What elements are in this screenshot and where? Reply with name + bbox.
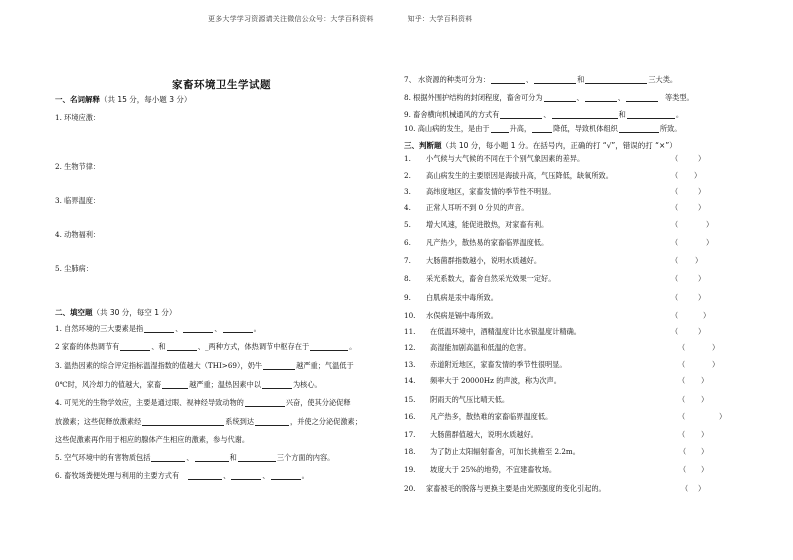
answer-blank[interactable] [245,399,285,407]
item-statement: 在低温环境中，酒精温度计比水银温度计精确。 [430,327,581,336]
answer-blank[interactable] [262,381,292,389]
answer-blank[interactable] [534,76,576,84]
answer-blank[interactable] [195,454,229,462]
answer-bracket-open: （ [678,395,686,404]
answer-bracket-open: （ [671,220,679,229]
term-item-4: 4. 动物福利： [55,230,101,239]
item-number: 8. [404,274,411,283]
item-statement: 家畜被毛的脱落与更换主要是由光照强度的变化引起的。 [426,484,606,493]
answer-blank[interactable] [167,343,197,351]
judgement-item-12 [404,343,531,352]
answer-blank[interactable] [585,76,647,84]
item-number: 4. [404,203,411,212]
judgement-item-3 [404,187,555,196]
item-number: 19. [404,465,416,474]
answer-slot[interactable] [679,311,703,320]
fill-q5: 5. 空气环境中的有害物质包括 、 和 三个方面的内容。 [55,453,335,462]
answer-slot[interactable] [686,412,719,421]
judgement-item-17 [404,430,538,439]
answer-slot[interactable] [689,484,698,493]
term-item-5: 5. 尘肺病： [55,264,93,273]
fill-q4-line2: 放激素；这些促释放激素经 系统到达 ，并使之分泌促激素； [55,417,362,426]
judgement-item-8 [404,274,555,283]
answer-blank[interactable] [626,94,658,102]
answer-blank[interactable] [142,418,224,426]
answer-slot[interactable] [687,447,701,456]
fill-q3-line1: 3. 温热因素的综合评定指标温湿指数的值越大（THI>69），奶牛 越严重；气温低于 [55,361,354,370]
item-number: 13. [404,360,416,369]
judgement-item-14 [404,376,561,385]
answer-blank[interactable] [585,94,617,102]
section2-heading [55,308,176,317]
answer-blank[interactable] [491,76,525,84]
item-number: 9. [404,293,411,302]
item-statement: 高山病发生的主要原因是海拔升高，气压降低，缺氧所致。 [426,171,613,180]
answer-bracket-close: ） [712,343,720,352]
answer-blank[interactable] [552,111,618,119]
judgement-item-20 [404,484,606,493]
answer-bracket-open: （ [671,154,679,163]
answer-bracket-close: ） [701,395,709,404]
item-number: 1. [404,154,411,163]
answer-slot[interactable] [679,203,698,212]
section3-scoring: （共 10 分，每小题 1 分。在括号内，正确的打 “√”，错误的打 “×”） [441,141,677,150]
section2-scoring: （共 30 分，每空 1 分） [92,308,177,317]
item-number: 5. [404,220,411,229]
answer-bracket-open: （ [679,447,687,456]
answer-bracket-open: （ [671,327,679,336]
answer-bracket-open: （ [678,430,686,439]
answer-bracket-open: （ [671,311,679,320]
term-item-1: 1. 环境应激： [55,113,101,122]
section3-title: 三、判断题 [404,141,442,150]
item-number: 17. [404,430,416,439]
answer-bracket-close: ） [701,376,709,385]
answer-bracket-open: （ [678,343,686,352]
term-item-3: 3. 临界温度： [55,196,101,205]
judgement-item-13 [404,360,567,369]
fill-q4-line1: 4. 可见光的生物学效应，主要是通过眼、视神经导致动物的 兴奋，使其分泌促释 [55,398,351,407]
answer-bracket-close: ） [706,238,714,247]
judgement-item-19 [404,465,556,474]
section1-scoring: （共 15 分，每小题 3 分） [100,95,192,104]
item-number: 7. [404,256,411,265]
fill-q6: 6. 畜牧场粪便处理与利用的主要方式有 、 、 。 [55,471,309,480]
answer-blank[interactable] [151,454,185,462]
answer-bracket-close: ） [701,430,709,439]
judgement-item-4 [404,203,529,212]
item-statement: 增大风速，能促进散热，对家畜有利。 [426,220,549,229]
answer-blank[interactable] [231,472,261,480]
fill-q2: 2 家畜的体热调节有 、和 、_两种方式，体热调节中枢存在于 。 [55,342,357,351]
item-number: 6. [404,238,411,247]
judgement-item-9 [404,293,498,302]
term-item-2: 2. 生物节律： [55,162,101,171]
answer-slot[interactable] [679,154,698,163]
answer-slot[interactable] [679,238,706,247]
answer-blank[interactable] [500,111,542,119]
answer-bracket-close: ） [701,447,709,456]
wechat-note: 更多大学学习资源请关注微信公众号：大学百科资料 [208,15,374,23]
answer-blank[interactable] [619,125,659,133]
exam-title: 家畜环境卫生学试题 [172,79,271,91]
fill-q4-line3: 这些促激素再作用于相应的腺体产生相应的激素，参与代谢。 [55,435,250,444]
answer-bracket-close: ） [698,203,706,212]
answer-bracket-close: ） [701,465,709,474]
answer-blank[interactable] [188,472,222,480]
fill-q8: 8. 根据外围护结构的封闭程度，畜舍可分为 、 、 等类型。 [404,93,694,102]
answer-slot[interactable] [686,343,712,352]
item-statement: 频率大于 20000Hz 的声波，称为次声。 [430,376,561,385]
item-statement: 水俣病是镉中毒所致。 [426,311,498,320]
answer-bracket-close: ） [719,412,727,421]
answer-bracket-close: ） [698,274,706,283]
answer-blank[interactable] [271,472,301,480]
item-statement: 为了防止太阳辐射畜舍，可加长挑檐至 2.2m。 [430,447,580,456]
answer-blank[interactable] [627,111,675,119]
answer-bracket-close: ） [703,311,711,320]
section1-title: 一、名词解释 [55,95,100,104]
item-number: 12. [404,343,416,352]
item-statement: 白肌病是汞中毒所致。 [426,293,498,302]
item-statement: 高纬度地区，家畜发情的季节性不明显。 [426,187,556,196]
judgement-item-2 [404,171,613,180]
answer-blank[interactable] [162,381,188,389]
item-number: 2. [404,171,411,180]
section1-heading [55,95,191,104]
item-statement: 凡产热少，散热易的家畜临界温度低。 [426,238,549,247]
answer-slot[interactable] [679,327,698,336]
judgement-item-7 [404,256,541,265]
item-number: 10. [404,311,416,320]
judgement-item-6 [404,238,548,247]
answer-slot[interactable] [679,274,698,283]
answer-bracket-close: ） [698,187,706,196]
answer-bracket-close: ） [698,484,706,493]
answer-slot[interactable] [679,293,698,302]
answer-bracket-open: （ [681,484,689,493]
answer-slot[interactable] [686,430,701,439]
answer-slot[interactable] [679,187,698,196]
judgement-item-1 [404,154,584,163]
item-number: 3. [404,187,411,196]
answer-bracket-close: ） [698,154,706,163]
answer-blank[interactable] [238,454,276,462]
answer-bracket-close: ） [698,293,706,302]
item-number: 11. [404,327,416,336]
answer-bracket-close: ） [695,256,703,265]
answer-bracket-open: （ [671,171,679,180]
item-statement: 坡度大于 25%的地势，不宜建畜牧场。 [430,465,557,474]
item-number: 14. [404,376,416,385]
item-statement: 赤道附近地区，家畜发情的季节性很明显。 [430,360,567,369]
answer-bracket-open: （ [678,412,686,421]
answer-bracket-open: （ [671,274,679,283]
fill-q3-line2: 0℃时，风冷却力的值越大，家畜 越严重；温热因素中以 为核心。 [55,380,322,389]
answer-bracket-open: （ [671,203,679,212]
answer-blank[interactable] [263,362,295,370]
item-statement: 小气候与大气候的不同在于个别气象因素的差异。 [426,154,585,163]
section2-title: 二、填空题 [55,308,93,317]
page-header-note [208,14,472,24]
item-statement: 凡产热多，散热难的家畜临界温度低。 [430,412,553,421]
judgement-item-15 [404,395,509,404]
answer-blank[interactable] [310,343,348,351]
answer-bracket-open: （ [671,187,679,196]
answer-bracket-open: （ [671,238,679,247]
item-statement: 大肠菌群指数越小，说明水质越好。 [426,256,542,265]
answer-blank[interactable] [120,343,150,351]
answer-blank[interactable] [544,94,576,102]
section3-heading [404,141,677,150]
answer-blank[interactable] [491,125,509,133]
answer-slot[interactable] [679,171,694,180]
item-number: 18. [404,447,416,456]
item-number: 16. [404,412,416,421]
answer-blank[interactable] [183,325,213,333]
answer-bracket-open: （ [679,465,687,474]
answer-bracket-close: ） [712,360,720,369]
fill-q7: 7、 水资源的种类可分为： 、 和 三大类。 [404,75,678,84]
fill-q10: 10. 高山病的发生，是由于 升高， 降低，导致机体组织 所致。 [404,124,682,133]
answer-bracket-open: （ [678,360,686,369]
item-statement: 大肠菌群值越大，说明水质越好。 [430,430,538,439]
item-statement: 正常人耳听不到 0 分贝的声音。 [426,203,529,212]
answer-bracket-close: ） [694,171,702,180]
item-number: 15. [404,395,416,404]
answer-bracket-open: （ [678,376,686,385]
item-statement: 阴雨天的气压比晴天低。 [430,395,510,404]
judgement-item-10 [404,311,498,320]
judgement-item-16 [404,412,552,421]
item-statement: 采光系数大，畜舍自然采光效果一定好。 [426,274,556,283]
answer-slot[interactable] [686,360,712,369]
answer-bracket-close: ） [706,220,714,229]
item-number: 20. [404,484,416,493]
fill-q1: 1. 自然环境的三大要素是指 、 、 。 [55,324,261,333]
item-statement: 高湿能加剧高温和低温的危害。 [430,343,531,352]
judgement-item-5 [404,220,548,229]
answer-blank[interactable] [532,125,552,133]
answer-bracket-close: ） [698,327,706,336]
fill-q9: 9. 畜舍横向机械通风的方式有 、 和 。 [404,110,684,119]
answer-slot[interactable] [686,395,701,404]
answer-blank[interactable] [144,325,174,333]
judgement-item-11 [404,327,581,336]
answer-blank[interactable] [255,418,289,426]
judgement-item-18 [404,447,580,456]
zhihu-note: 知乎：大学百科资料 [407,15,473,23]
answer-blank[interactable] [223,325,253,333]
answer-slot[interactable] [679,220,706,229]
answer-slot[interactable] [686,376,701,385]
answer-bracket-open: （ [671,293,679,302]
answer-slot[interactable] [679,256,695,265]
answer-slot[interactable] [687,465,701,474]
answer-bracket-open: （ [671,256,679,265]
